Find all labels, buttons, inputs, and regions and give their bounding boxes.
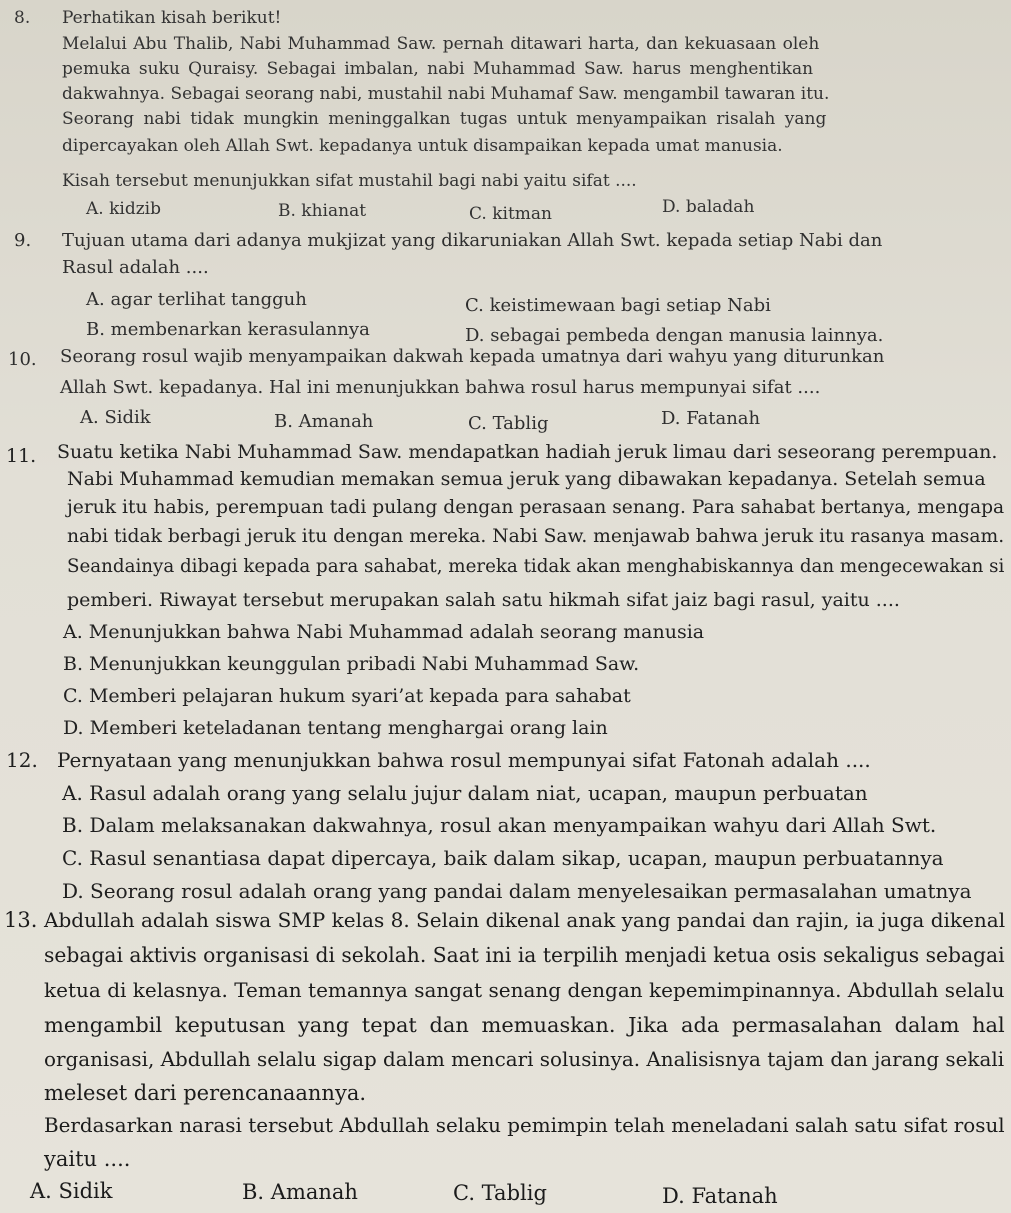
passage-line: organisasi, Abdullah selalu sigap dalam mencari solusinya. Analisisnya tajam dan jarang sekali [44,1048,1005,1071]
option-b[interactable]: B. Menunjukkan keunggulan pribadi Nabi Muhammad Saw. [63,653,640,675]
option-b[interactable]: B. membenarkan kerasulannya [86,319,370,340]
question-number: 12. [6,748,38,772]
question-text: Kisah tersebut menunjukkan sifat mustahil bagi nabi yaitu sifat .... [62,171,637,191]
question-text: Pernyataan yang menunjukkan bahwa rosul mempunyai sifat Fatonah adalah .... [57,748,871,772]
question-text: yaitu .... [44,1147,131,1171]
option-b[interactable]: B. Amanah [274,411,374,432]
passage-line: meleset dari perencanaannya. [44,1081,367,1105]
question-text: Allah Swt. kepadanya. Hal ini menunjukkan bahwa rosul harus mempunyai sifat .... [60,377,821,398]
passage-line: nabi tidak berbagi jeruk itu dengan mereka. Nabi Saw. menjawab bahwa jeruk itu rasanya masam. [67,526,1005,547]
passage-line: Abdullah adalah siswa SMP kelas 8. Selain dikenal anak yang pandai dan rajin, ia juga dikenal [44,908,1006,932]
option-a[interactable]: A. Menunjukkan bahwa Nabi Muhammad adalah seorang manusia [63,621,705,643]
option-c[interactable]: C. kitman [469,204,552,224]
passage-line: pemberi. Riwayat tersebut merupakan salah satu hikmah sifat jaiz bagi rasul, yaitu .... [67,589,900,611]
option-a[interactable]: A. agar terlihat tangguh [86,289,307,310]
question-text: Berdasarkan narasi tersebut Abdullah selaku pemimpin telah meneladani salah satu sifat rosul [44,1114,1005,1137]
option-d[interactable]: D. Fatanah [661,408,761,429]
passage-line: ketua di kelasnya. Teman temannya sangat senang dengan kepemimpinannya. Abdullah selalu [44,978,1005,1002]
option-d[interactable]: D. sebagai pembeda dengan manusia lainnya. [465,325,884,346]
passage-line: dipercayakan oleh Allah Swt. kepadanya untuk disampaikan kepada umat manusia. [62,136,783,156]
option-c[interactable]: C. Memberi pelajaran hukum syari’at kepada para sahabat [63,685,631,707]
option-b[interactable]: B. khianat [278,201,367,221]
option-d[interactable]: D. baladah [662,197,755,217]
option-c[interactable]: C. Tablig [468,413,549,434]
passage-line: Melalui Abu Thalib, Nabi Muhammad Saw. pernah ditawari harta, dan kekuasaan oleh [62,34,820,54]
option-d[interactable]: D. Memberi keteladanan tentang menghargai orang lain [63,717,608,739]
passage-line: sebagai aktivis organisasi di sekolah. Saat ini ia terpilih menjadi ketua osis sekaligus sebagai [44,943,1005,967]
question-text: Tujuan utama dari adanya mukjizat yang dikaruniakan Allah Swt. kepada setiap Nabi dan [62,230,883,251]
question-number: 11. [6,445,37,467]
option-a[interactable]: A. kidzib [86,199,161,219]
question-number: 13. [4,908,38,932]
passage-line: pemuka suku Quraisy. Sebagai imbalan, nabi Muhammad Saw. harus menghentikan [62,59,814,79]
question-number: 10. [8,349,37,370]
passage-line: Nabi Muhammad kemudian memakan semua jeruk yang dibawakan kepadanya. Setelah semua [67,468,986,490]
option-c[interactable]: C. Tablig [453,1181,547,1205]
question-number: 8. [14,8,31,28]
option-c[interactable]: C. Rasul senantiasa dapat dipercaya, baik dalam sikap, ucapan, maupun perbuatannya [62,846,944,870]
passage-line: Seorang nabi tidak mungkin meninggalkan tugas untuk menyampaikan risalah yang [62,109,827,129]
option-c[interactable]: C. keistimewaan bagi setiap Nabi [465,295,771,316]
passage-line: Seandainya dibagi kepada para sahabat, mereka tidak akan menghabiskannya dan mengecewakan si [67,556,1005,577]
question-number: 9. [14,230,32,251]
option-d[interactable]: D. Seorang rosul adalah orang yang pandai dalam menyelesaikan permasalahan umatnya [62,879,972,903]
question-intro: Perhatikan kisah berikut! [62,8,282,28]
option-a[interactable]: A. Rasul adalah orang yang selalu jujur dalam niat, ucapan, maupun perbuatan [62,781,868,805]
option-b[interactable]: B. Dalam melaksanakan dakwahnya, rosul akan menyampaikan wahyu dari Allah Swt. [62,813,937,837]
option-b[interactable]: B. Amanah [242,1180,358,1204]
option-a[interactable]: A. Sidik [30,1179,113,1203]
passage-line: mengambil keputusan yang tepat dan memuaskan. Jika ada permasalahan dalam hal [44,1013,1005,1037]
question-text: Rasul adalah .... [62,257,209,278]
passage-line: jeruk itu habis, perempuan tadi pulang dengan perasaan senang. Para sahabat bertanya, mengapa [67,497,1005,518]
passage-line: dakwahnya. Sebagai seorang nabi, mustahil nabi Muhamaf Saw. mengambil tawaran itu. [62,84,830,104]
option-d[interactable]: D. Fatanah [662,1184,778,1208]
option-a[interactable]: A. Sidik [80,407,151,428]
passage-line: Suatu ketika Nabi Muhammad Saw. mendapatkan hadiah jeruk limau dari seseorang perempuan. [57,441,998,463]
question-text: Seorang rosul wajib menyampaikan dakwah kepada umatnya dari wahyu yang diturunkan [60,346,885,367]
